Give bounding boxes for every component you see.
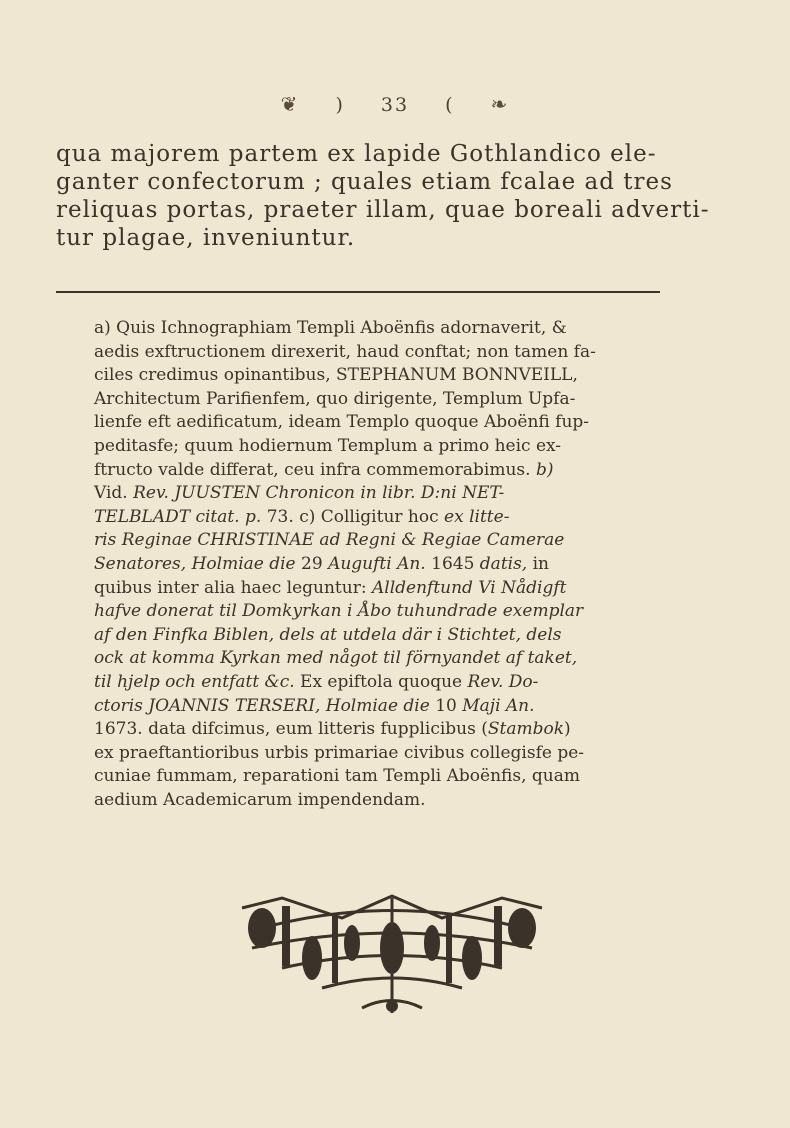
note-line <box>94 553 744 577</box>
note-line <box>94 624 744 648</box>
note-italic: ris Reginae CHRISTINAE ad Regni & Regiae Camerae <box>94 530 565 551</box>
note-italic: Stambok <box>487 719 565 740</box>
note-line: a) Quis Ichnographiam Templi Aboënfis adornaverit, & <box>94 318 567 338</box>
note-italic: Senatores, Holmiae die <box>94 553 296 574</box>
note-line: cuniae fummam, reparationi tam Templi Aboënfis, quam <box>94 766 580 787</box>
note-line <box>94 459 744 483</box>
note-text: in <box>532 553 550 574</box>
note-italic: ex litte- <box>444 506 510 527</box>
note-line: ciles credimus opinantibus, STEPHANUM BONNVEILL, <box>94 365 578 386</box>
page-number: 33 <box>380 94 410 116</box>
note-italic: hafve donerat til Domkyrkan i Åbo tuhundrade exemplar <box>94 601 584 622</box>
footnote-rule <box>56 291 660 293</box>
note-text: 1645 <box>431 553 475 574</box>
note-text: 1673. <box>94 719 143 740</box>
note-line: Architectum Parifienfem, quo dirigente, Templum Upfa- <box>94 388 576 409</box>
note-text: ftructo valde differat, ceu infra commemorabimus. <box>94 459 531 480</box>
right-ornament-icon: ❧ <box>490 92 510 116</box>
main-text <box>56 140 736 252</box>
note-line: aedis exftructionem direxerit, haud conftat; non tamen fa- <box>94 341 596 362</box>
note-text: 73. <box>266 506 294 527</box>
note-italic: Alldenftund Vi Nådigft <box>371 577 567 598</box>
right-paren: ( <box>445 94 455 116</box>
note-italic: til hjelp och entfatt &c. <box>94 671 295 692</box>
note-italic: Maji An. <box>462 695 535 716</box>
note-line <box>94 647 744 671</box>
note-text: 10 <box>435 695 457 716</box>
note-text: 29 <box>301 553 323 574</box>
note-line: lienfe eft aedificatum, ideam Templo quoque Aboënfi fup- <box>94 412 590 433</box>
note-text: Vid. <box>94 483 128 504</box>
note-italic: TELBLADT citat. p. <box>94 506 262 527</box>
note-italic: Augufti An. <box>328 553 426 574</box>
note-text: data difcimus, eum litteris fupplicibus ( <box>148 719 488 740</box>
left-paren: ) <box>335 94 345 116</box>
note-line <box>94 671 744 695</box>
note-text: c) Colligitur hoc <box>299 506 439 527</box>
note-line: ex praeftantioribus urbis primariae civibus collegisfe pe- <box>94 742 585 763</box>
footnotes <box>94 317 744 812</box>
note-italic: Rev. JUUSTEN Chronicon in libr. D:ni NET- <box>133 483 505 504</box>
note-line <box>94 506 744 530</box>
note-marker: b) <box>535 459 554 480</box>
note-italic: ctoris JOANNIS TERSERI, Holmiae die <box>94 695 430 716</box>
main-line: ganter confectorum ; quales etiam fcalae ad tres <box>56 169 673 195</box>
note-text: ) <box>564 719 571 740</box>
note-line <box>94 600 744 624</box>
note-line <box>94 695 744 719</box>
note-line <box>94 577 744 601</box>
note-line <box>94 529 744 553</box>
note-italic: af den Finfka Biblen, dels at utdela där i Stichtet, dels <box>94 624 562 645</box>
note-text: quibus inter alia haec leguntur: <box>94 577 367 598</box>
main-line: tur plagae, inveniuntur. <box>56 225 356 251</box>
main-line: qua majorem partem ex lapide Gothlandico ele- <box>56 141 657 167</box>
note-italic: datis, <box>479 553 528 574</box>
note-text: Ex epiftola quoque <box>300 671 463 692</box>
ornamental-vignette-icon <box>222 888 562 1020</box>
note-line: peditasfe; quum hodiernum Templum a primo heic ex- <box>94 435 562 456</box>
note-italic: Rev. Do- <box>467 671 539 692</box>
note-line <box>94 718 744 742</box>
note-line <box>94 482 744 506</box>
note-line: aedium Academicarum impendendam. <box>94 789 426 810</box>
left-ornament-icon: ❦ <box>280 92 300 116</box>
page-header <box>0 92 790 116</box>
main-line: reliquas portas, praeter illam, quae boreali adverti- <box>56 197 710 223</box>
note-italic: ock at komma Kyrkan med något til förnyandet af taket, <box>94 648 578 669</box>
